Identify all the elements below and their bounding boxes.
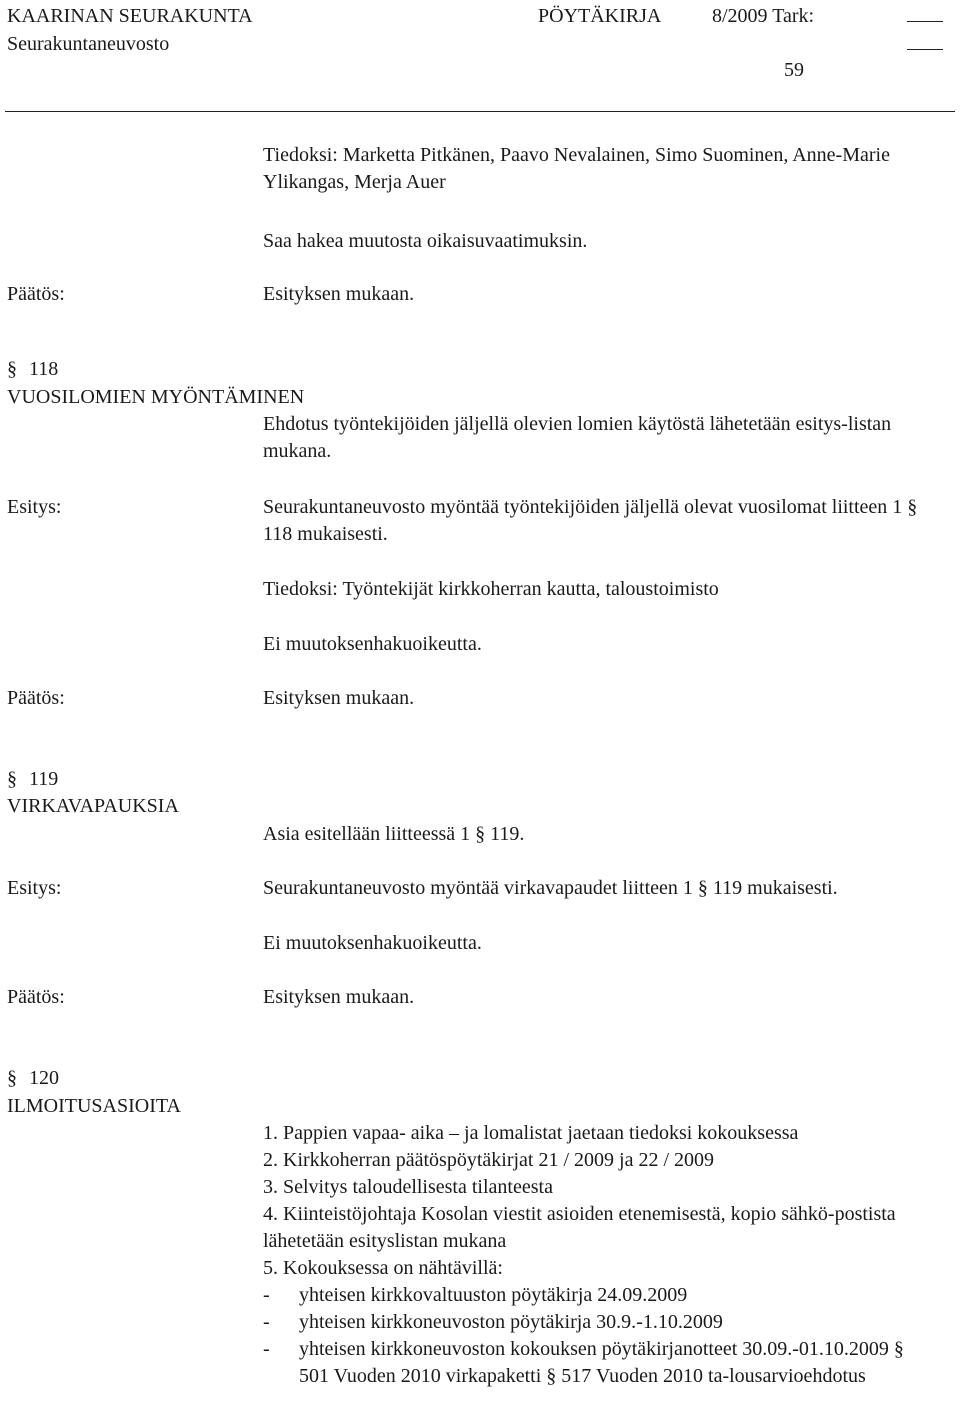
section-118-heading: [7, 356, 58, 383]
section-119-appeal: Ei muutoksenhakuoikeutta.: [263, 932, 482, 954]
section-118-decision: Esityksen mukaan.: [263, 687, 415, 709]
section-symbol: §: [7, 1067, 17, 1089]
section-119-proposal-label: Esitys:: [7, 877, 62, 899]
list-item: 4. Kiinteistöjohtaja Kosolan viestit asioiden etenemisestä, kopio sähkö-postista lähetetään esityslistan mukana: [263, 1203, 896, 1252]
list-item-text: yhteisen kirkkovaltuuston pöytäkirja 24.09.2009: [299, 1284, 688, 1306]
list-item: 1. Pappien vapaa- aika – ja lomalistat jaetaan tiedoksi kokouksessa: [263, 1122, 799, 1144]
section-119-description: Asia esitellään liitteessä 1 § 119.: [263, 823, 525, 845]
section-118-title: VUOSILOMIEN MYÖNTÄMINEN: [7, 386, 305, 408]
section-118-decision-label: Päätös:: [7, 687, 65, 709]
section-119-proposal: Seurakuntaneuvosto myöntää virkavapaudet liitteen 1 § 119 mukaisesti.: [263, 877, 838, 899]
section-118-appeal: Ei muutoksenhakuoikeutta.: [263, 633, 482, 655]
available-documents-list: [263, 1282, 923, 1390]
header-doc-type: PÖYTÄKIRJA: [538, 5, 662, 27]
section-119-decision-label: Päätös:: [7, 986, 65, 1008]
section-119-heading: [7, 766, 58, 793]
list-item: [263, 1309, 923, 1336]
section-symbol: §: [7, 768, 17, 790]
header-blank-1: [907, 3, 943, 30]
list-item: 5. Kokouksessa on nähtävillä:: [263, 1257, 503, 1279]
section-118-description: [263, 411, 933, 465]
intro-appeal: Saa hakea muutosta oikaisuvaatimuksin.: [263, 230, 588, 252]
header-org: KAARINAN SEURAKUNTA: [7, 5, 253, 27]
section-119-title: VIRKAVAPAUKSIA: [7, 795, 179, 817]
dash: -: [263, 1284, 270, 1306]
header-body: Seurakuntaneuvosto: [7, 33, 170, 55]
dash: -: [263, 1338, 270, 1360]
section-number: 120: [29, 1067, 59, 1089]
section-120-title: ILMOITUSASIOITA: [7, 1095, 181, 1117]
header-rule: [5, 111, 955, 112]
page-number: 59: [784, 59, 804, 81]
list-item-text: yhteisen kirkkoneuvoston kokouksen pöytäkirjanotteet 30.09.-01.10.2009 § 501 Vuoden 2010 virkapaketti § 517 Vuoden 2010 ta-lousarvioehdotus: [299, 1338, 904, 1387]
section-118-proposal-label: Esitys:: [7, 496, 62, 518]
dash: -: [263, 1311, 270, 1333]
header-doc-number: 8/2009 Tark:: [712, 5, 815, 27]
announcement-list: [263, 1120, 923, 1390]
list-item: [263, 1336, 923, 1390]
section-118-tiedoksi: Tiedoksi: Työntekijät kirkkoherran kautta, taloustoimisto: [263, 578, 719, 600]
section-119-decision: Esityksen mukaan.: [263, 986, 415, 1008]
section-symbol: §: [7, 358, 17, 380]
section-120-heading: [7, 1065, 59, 1092]
section-118-proposal: Seurakuntaneuvosto myöntää työntekijöiden jäljellä olevat vuosilomat liitteen 1 § 118 mukaisesti.: [263, 496, 918, 545]
intro-tiedoksi: Tiedoksi: Marketta Pitkänen, Paavo Nevalainen, Simo Suominen, Anne-Marie Ylikangas, Merja Auer: [263, 144, 890, 193]
list-item-text: yhteisen kirkkoneuvoston pöytäkirja 30.9.-1.10.2009: [299, 1311, 723, 1333]
section-number: 119: [29, 768, 59, 790]
list-item: 3. Selvitys taloudellisesta tilanteesta: [263, 1176, 553, 1198]
intro-decision-label: Päätös:: [7, 283, 65, 305]
list-item: 2. Kirkkoherran päätöspöytäkirjat 21 / 2009 ja 22 / 2009: [263, 1149, 715, 1171]
header-blank-2: [907, 31, 943, 58]
intro-decision-text: Esityksen mukaan.: [263, 283, 415, 305]
section-118-description-text: Ehdotus työntekijöiden jäljellä olevien lomien käytöstä lähetetään esitys-listan mukana.: [263, 413, 892, 462]
list-item: [263, 1282, 923, 1309]
section-number: 118: [29, 358, 59, 380]
